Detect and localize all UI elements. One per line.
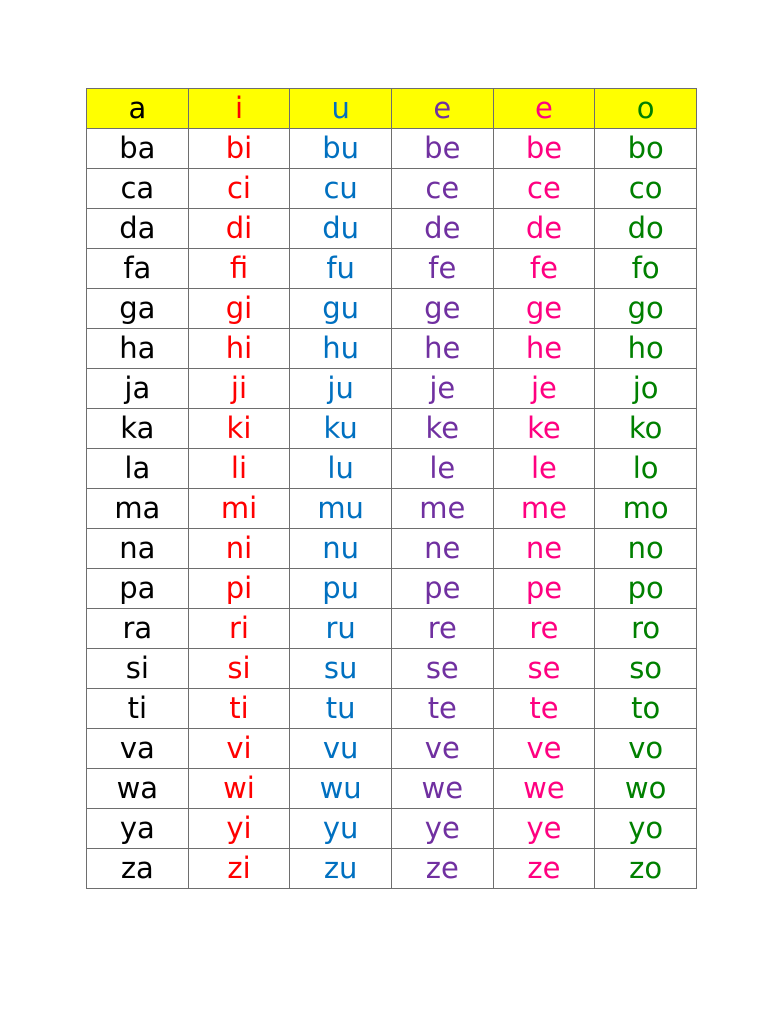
syllable-cell: bo	[595, 129, 697, 169]
table-row	[87, 729, 697, 769]
syllable-cell: wo	[595, 769, 697, 809]
syllable-cell: ye	[493, 809, 595, 849]
syllable-cell: ze	[493, 849, 595, 889]
syllable-cell: wu	[290, 769, 392, 809]
syllable-cell: mu	[290, 489, 392, 529]
syllable-cell: su	[290, 649, 392, 689]
syllable-cell: ce	[391, 169, 493, 209]
syllable-cell: ke	[391, 409, 493, 449]
syllable-table-body	[87, 89, 697, 889]
syllable-cell: fe	[391, 249, 493, 289]
syllable-cell: ge	[493, 289, 595, 329]
syllable-cell: de	[391, 209, 493, 249]
syllable-cell: cu	[290, 169, 392, 209]
syllable-cell: yi	[188, 809, 290, 849]
syllable-cell: pa	[87, 569, 189, 609]
table-row	[87, 649, 697, 689]
syllable-cell: fi	[188, 249, 290, 289]
syllable-cell: he	[391, 329, 493, 369]
syllable-cell: je	[391, 369, 493, 409]
syllable-cell: na	[87, 529, 189, 569]
syllable-cell: co	[595, 169, 697, 209]
table-row	[87, 609, 697, 649]
syllable-cell: lo	[595, 449, 697, 489]
syllable-cell: he	[493, 329, 595, 369]
syllable-cell: yu	[290, 809, 392, 849]
syllable-cell: me	[391, 489, 493, 529]
syllable-cell: te	[391, 689, 493, 729]
header-cell: e	[391, 89, 493, 129]
table-row	[87, 489, 697, 529]
syllable-cell: si	[87, 649, 189, 689]
syllable-cell: pe	[391, 569, 493, 609]
syllable-cell: li	[188, 449, 290, 489]
syllable-cell: ca	[87, 169, 189, 209]
syllable-cell: la	[87, 449, 189, 489]
syllable-cell: pe	[493, 569, 595, 609]
syllable-cell: ze	[391, 849, 493, 889]
header-cell: u	[290, 89, 392, 129]
table-row	[87, 689, 697, 729]
syllable-cell: ke	[493, 409, 595, 449]
syllable-cell: ve	[493, 729, 595, 769]
table-row	[87, 449, 697, 489]
header-cell: a	[87, 89, 189, 129]
syllable-cell: za	[87, 849, 189, 889]
table-row	[87, 289, 697, 329]
syllable-cell: pi	[188, 569, 290, 609]
syllable-cell: zi	[188, 849, 290, 889]
syllable-cell: hu	[290, 329, 392, 369]
syllable-cell: da	[87, 209, 189, 249]
syllable-cell: hi	[188, 329, 290, 369]
table-row	[87, 769, 697, 809]
table-row	[87, 249, 697, 289]
syllable-cell: no	[595, 529, 697, 569]
syllable-cell: ne	[391, 529, 493, 569]
syllable-cell: do	[595, 209, 697, 249]
header-row	[87, 89, 697, 129]
syllable-cell: gi	[188, 289, 290, 329]
syllable-cell: vi	[188, 729, 290, 769]
syllable-cell: pu	[290, 569, 392, 609]
syllable-cell: re	[493, 609, 595, 649]
syllable-cell: jo	[595, 369, 697, 409]
table-row	[87, 329, 697, 369]
syllable-cell: ne	[493, 529, 595, 569]
syllable-cell: je	[493, 369, 595, 409]
syllable-cell: ru	[290, 609, 392, 649]
syllable-cell: ni	[188, 529, 290, 569]
syllable-cell: ha	[87, 329, 189, 369]
syllable-cell: be	[391, 129, 493, 169]
syllable-cell: si	[188, 649, 290, 689]
syllable-cell: re	[391, 609, 493, 649]
syllable-cell: te	[493, 689, 595, 729]
syllable-cell: fo	[595, 249, 697, 289]
syllable-cell: so	[595, 649, 697, 689]
syllable-cell: zo	[595, 849, 697, 889]
syllable-cell: me	[493, 489, 595, 529]
header-cell: e	[493, 89, 595, 129]
syllable-cell: ju	[290, 369, 392, 409]
syllable-cell: mo	[595, 489, 697, 529]
syllable-cell: ji	[188, 369, 290, 409]
header-cell: o	[595, 89, 697, 129]
syllable-cell: ce	[493, 169, 595, 209]
syllable-cell: fa	[87, 249, 189, 289]
table-row	[87, 129, 697, 169]
syllable-cell: wa	[87, 769, 189, 809]
syllable-cell: fe	[493, 249, 595, 289]
syllable-cell: va	[87, 729, 189, 769]
syllable-table	[86, 88, 697, 889]
syllable-cell: di	[188, 209, 290, 249]
syllable-cell: ho	[595, 329, 697, 369]
syllable-cell: ti	[87, 689, 189, 729]
syllable-cell: ri	[188, 609, 290, 649]
syllable-cell: ci	[188, 169, 290, 209]
table-row	[87, 569, 697, 609]
syllable-cell: ja	[87, 369, 189, 409]
syllable-cell: ye	[391, 809, 493, 849]
syllable-cell: ka	[87, 409, 189, 449]
syllable-cell: le	[493, 449, 595, 489]
syllable-cell: ve	[391, 729, 493, 769]
table-row	[87, 369, 697, 409]
syllable-cell: se	[391, 649, 493, 689]
syllable-cell: ba	[87, 129, 189, 169]
table-row	[87, 529, 697, 569]
table-row	[87, 209, 697, 249]
syllable-cell: bi	[188, 129, 290, 169]
syllable-cell: ma	[87, 489, 189, 529]
syllable-cell: ko	[595, 409, 697, 449]
syllable-cell: ro	[595, 609, 697, 649]
header-cell: i	[188, 89, 290, 129]
syllable-cell: nu	[290, 529, 392, 569]
syllable-cell: de	[493, 209, 595, 249]
syllable-cell: yo	[595, 809, 697, 849]
syllable-cell: tu	[290, 689, 392, 729]
syllable-cell: we	[391, 769, 493, 809]
syllable-cell: ki	[188, 409, 290, 449]
syllable-cell: fu	[290, 249, 392, 289]
syllable-cell: ya	[87, 809, 189, 849]
syllable-cell: mi	[188, 489, 290, 529]
syllable-cell: po	[595, 569, 697, 609]
syllable-cell: ga	[87, 289, 189, 329]
syllable-cell: go	[595, 289, 697, 329]
syllable-cell: we	[493, 769, 595, 809]
syllable-cell: vo	[595, 729, 697, 769]
syllable-cell: lu	[290, 449, 392, 489]
syllable-cell: zu	[290, 849, 392, 889]
syllable-cell: ra	[87, 609, 189, 649]
syllable-cell: se	[493, 649, 595, 689]
table-row	[87, 809, 697, 849]
table-row	[87, 409, 697, 449]
syllable-cell: to	[595, 689, 697, 729]
table-row	[87, 169, 697, 209]
syllable-cell: le	[391, 449, 493, 489]
syllable-cell: vu	[290, 729, 392, 769]
syllable-cell: du	[290, 209, 392, 249]
syllable-cell: ge	[391, 289, 493, 329]
syllable-cell: bu	[290, 129, 392, 169]
syllable-cell: gu	[290, 289, 392, 329]
syllable-cell: ku	[290, 409, 392, 449]
syllable-cell: ti	[188, 689, 290, 729]
table-row	[87, 849, 697, 889]
syllable-cell: be	[493, 129, 595, 169]
syllable-cell: wi	[188, 769, 290, 809]
